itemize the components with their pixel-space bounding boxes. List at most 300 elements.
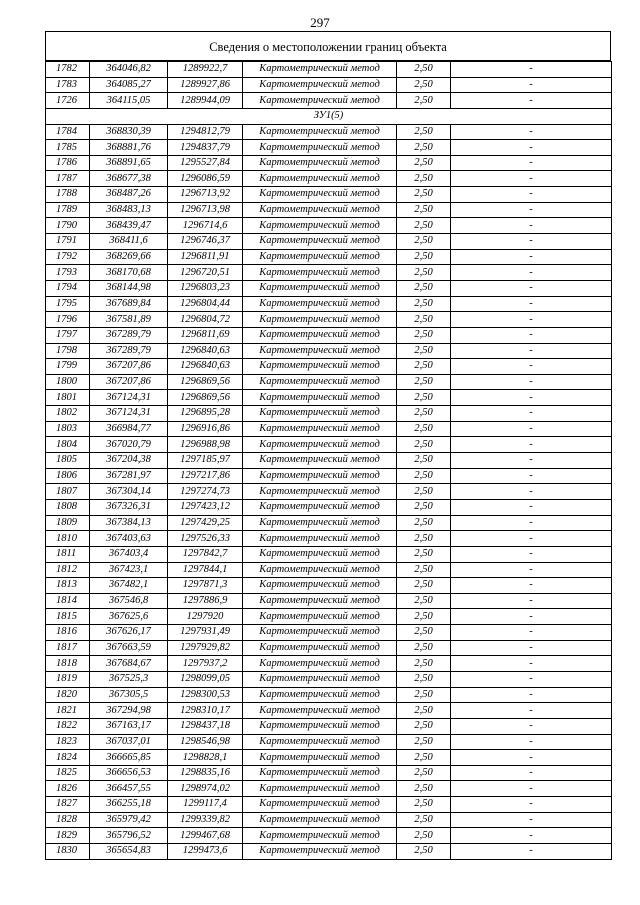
x-coordinate-cell: 367124,31 bbox=[90, 406, 168, 422]
point-number-cell: 1799 bbox=[46, 359, 90, 375]
y-coordinate-cell: 1297423,12 bbox=[168, 499, 243, 515]
method-cell: Картометрический метод bbox=[243, 218, 397, 234]
note-cell: - bbox=[451, 359, 612, 375]
point-number-cell: 1828 bbox=[46, 812, 90, 828]
accuracy-cell: 2,50 bbox=[397, 374, 451, 390]
y-coordinate-cell: 1297929,82 bbox=[168, 640, 243, 656]
accuracy-cell: 2,50 bbox=[397, 703, 451, 719]
point-number-cell: 1820 bbox=[46, 687, 90, 703]
point-number-cell: 1786 bbox=[46, 155, 90, 171]
y-coordinate-cell: 1298974,02 bbox=[168, 781, 243, 797]
y-coordinate-cell: 1296713,92 bbox=[168, 187, 243, 203]
note-cell: - bbox=[451, 77, 612, 93]
accuracy-cell: 2,50 bbox=[397, 77, 451, 93]
note-cell: - bbox=[451, 155, 612, 171]
method-cell: Картометрический метод bbox=[243, 468, 397, 484]
y-coordinate-cell: 1298546,98 bbox=[168, 734, 243, 750]
accuracy-cell: 2,50 bbox=[397, 515, 451, 531]
method-cell: Картометрический метод bbox=[243, 312, 397, 328]
point-number-cell: 1792 bbox=[46, 249, 90, 265]
accuracy-cell: 2,50 bbox=[397, 484, 451, 500]
note-cell: - bbox=[451, 484, 612, 500]
y-coordinate-cell: 1297185,97 bbox=[168, 453, 243, 469]
table-row bbox=[46, 703, 612, 719]
table-row bbox=[46, 828, 612, 844]
x-coordinate-cell: 367163,17 bbox=[90, 718, 168, 734]
method-cell: Картометрический метод bbox=[243, 844, 397, 860]
method-cell: Картометрический метод bbox=[243, 171, 397, 187]
y-coordinate-cell: 1297217,86 bbox=[168, 468, 243, 484]
y-coordinate-cell: 1296811,91 bbox=[168, 249, 243, 265]
page-number: 297 bbox=[310, 15, 330, 30]
method-cell: Картометрический метод bbox=[243, 750, 397, 766]
note-cell: - bbox=[451, 218, 612, 234]
y-coordinate-cell: 1298310,17 bbox=[168, 703, 243, 719]
y-coordinate-cell: 1296869,56 bbox=[168, 390, 243, 406]
x-coordinate-cell: 368483,13 bbox=[90, 202, 168, 218]
point-number-cell: 1785 bbox=[46, 140, 90, 156]
point-number-cell: 1787 bbox=[46, 171, 90, 187]
note-cell: - bbox=[451, 62, 612, 78]
method-cell: Картометрический метод bbox=[243, 124, 397, 140]
note-cell: - bbox=[451, 187, 612, 203]
x-coordinate-cell: 367281,97 bbox=[90, 468, 168, 484]
method-cell: Картометрический метод bbox=[243, 265, 397, 281]
table-row bbox=[46, 562, 612, 578]
point-number-cell: 1796 bbox=[46, 312, 90, 328]
accuracy-cell: 2,50 bbox=[397, 687, 451, 703]
y-coordinate-cell: 1296811,69 bbox=[168, 327, 243, 343]
table-row bbox=[46, 327, 612, 343]
x-coordinate-cell: 368144,98 bbox=[90, 280, 168, 296]
method-cell: Картометрический метод bbox=[243, 499, 397, 515]
accuracy-cell: 2,50 bbox=[397, 437, 451, 453]
accuracy-cell: 2,50 bbox=[397, 327, 451, 343]
x-coordinate-cell: 367304,14 bbox=[90, 484, 168, 500]
note-cell: - bbox=[451, 562, 612, 578]
method-cell: Картометрический метод bbox=[243, 62, 397, 78]
table-row bbox=[46, 421, 612, 437]
point-number-cell: 1814 bbox=[46, 593, 90, 609]
accuracy-cell: 2,50 bbox=[397, 593, 451, 609]
table-row bbox=[46, 812, 612, 828]
point-number-cell: 1800 bbox=[46, 374, 90, 390]
y-coordinate-cell: 1299117,4 bbox=[168, 797, 243, 813]
accuracy-cell: 2,50 bbox=[397, 202, 451, 218]
x-coordinate-cell: 364046,82 bbox=[90, 62, 168, 78]
method-cell: Картометрический метод bbox=[243, 234, 397, 250]
point-number-cell: 1822 bbox=[46, 718, 90, 734]
y-coordinate-cell: 1298300,53 bbox=[168, 687, 243, 703]
point-number-cell: 1806 bbox=[46, 468, 90, 484]
method-cell: Картометрический метод bbox=[243, 249, 397, 265]
accuracy-cell: 2,50 bbox=[397, 406, 451, 422]
table-row bbox=[46, 687, 612, 703]
point-number-cell: 1818 bbox=[46, 656, 90, 672]
x-coordinate-cell: 365796,52 bbox=[90, 828, 168, 844]
note-cell: - bbox=[451, 797, 612, 813]
table-row bbox=[46, 155, 612, 171]
method-cell: Картометрический метод bbox=[243, 155, 397, 171]
table-row bbox=[46, 625, 612, 641]
method-cell: Картометрический метод bbox=[243, 140, 397, 156]
accuracy-cell: 2,50 bbox=[397, 296, 451, 312]
x-coordinate-cell: 367289,79 bbox=[90, 343, 168, 359]
note-cell: - bbox=[451, 140, 612, 156]
note-cell: - bbox=[451, 374, 612, 390]
note-cell: - bbox=[451, 93, 612, 109]
method-cell: Картометрический метод bbox=[243, 296, 397, 312]
y-coordinate-cell: 1297844,1 bbox=[168, 562, 243, 578]
method-cell: Картометрический метод bbox=[243, 359, 397, 375]
table-row bbox=[46, 280, 612, 296]
y-coordinate-cell: 1296714,6 bbox=[168, 218, 243, 234]
note-cell: - bbox=[451, 828, 612, 844]
x-coordinate-cell: 366457,55 bbox=[90, 781, 168, 797]
y-coordinate-cell: 1296916,86 bbox=[168, 421, 243, 437]
x-coordinate-cell: 368891,65 bbox=[90, 155, 168, 171]
x-coordinate-cell: 367326,31 bbox=[90, 499, 168, 515]
method-cell: Картометрический метод bbox=[243, 828, 397, 844]
note-cell: - bbox=[451, 687, 612, 703]
note-cell: - bbox=[451, 499, 612, 515]
section-header-row bbox=[46, 108, 612, 124]
x-coordinate-cell: 367037,01 bbox=[90, 734, 168, 750]
x-coordinate-cell: 367204,38 bbox=[90, 453, 168, 469]
x-coordinate-cell: 366255,18 bbox=[90, 797, 168, 813]
table-row bbox=[46, 750, 612, 766]
method-cell: Картометрический метод bbox=[243, 593, 397, 609]
y-coordinate-cell: 1299339,82 bbox=[168, 812, 243, 828]
method-cell: Картометрический метод bbox=[243, 437, 397, 453]
table-row bbox=[46, 77, 612, 93]
x-coordinate-cell: 367020,79 bbox=[90, 437, 168, 453]
x-coordinate-cell: 367625,6 bbox=[90, 609, 168, 625]
y-coordinate-cell: 1296803,23 bbox=[168, 280, 243, 296]
point-number-cell: 1813 bbox=[46, 578, 90, 594]
accuracy-cell: 2,50 bbox=[397, 280, 451, 296]
y-coordinate-cell: 1298828,1 bbox=[168, 750, 243, 766]
accuracy-cell: 2,50 bbox=[397, 562, 451, 578]
y-coordinate-cell: 1296869,56 bbox=[168, 374, 243, 390]
x-coordinate-cell: 367423,1 bbox=[90, 562, 168, 578]
y-coordinate-cell: 1297274,73 bbox=[168, 484, 243, 500]
y-coordinate-cell: 1289927,86 bbox=[168, 77, 243, 93]
point-number-cell: 1821 bbox=[46, 703, 90, 719]
x-coordinate-cell: 367581,89 bbox=[90, 312, 168, 328]
note-cell: - bbox=[451, 437, 612, 453]
accuracy-cell: 2,50 bbox=[397, 421, 451, 437]
accuracy-cell: 2,50 bbox=[397, 265, 451, 281]
method-cell: Картометрический метод bbox=[243, 687, 397, 703]
point-number-cell: 1790 bbox=[46, 218, 90, 234]
table-row bbox=[46, 609, 612, 625]
x-coordinate-cell: 367403,63 bbox=[90, 531, 168, 547]
accuracy-cell: 2,50 bbox=[397, 750, 451, 766]
y-coordinate-cell: 1297871,3 bbox=[168, 578, 243, 594]
section-label: ЗУ1(5) bbox=[46, 108, 612, 124]
point-number-cell: 1793 bbox=[46, 265, 90, 281]
accuracy-cell: 2,50 bbox=[397, 249, 451, 265]
table-row bbox=[46, 312, 612, 328]
x-coordinate-cell: 367207,86 bbox=[90, 359, 168, 375]
y-coordinate-cell: 1299473,6 bbox=[168, 844, 243, 860]
y-coordinate-cell: 1297931,49 bbox=[168, 625, 243, 641]
point-number-cell: 1801 bbox=[46, 390, 90, 406]
table-row bbox=[46, 797, 612, 813]
x-coordinate-cell: 367305,5 bbox=[90, 687, 168, 703]
note-cell: - bbox=[451, 671, 612, 687]
point-number-cell: 1824 bbox=[46, 750, 90, 766]
y-coordinate-cell: 1297937,2 bbox=[168, 656, 243, 672]
point-number-cell: 1797 bbox=[46, 327, 90, 343]
x-coordinate-cell: 368439,47 bbox=[90, 218, 168, 234]
point-number-cell: 1823 bbox=[46, 734, 90, 750]
note-cell: - bbox=[451, 765, 612, 781]
table-row bbox=[46, 187, 612, 203]
accuracy-cell: 2,50 bbox=[397, 797, 451, 813]
x-coordinate-cell: 367289,79 bbox=[90, 327, 168, 343]
table-row bbox=[46, 406, 612, 422]
method-cell: Картометрический метод bbox=[243, 202, 397, 218]
method-cell: Картометрический метод bbox=[243, 781, 397, 797]
accuracy-cell: 2,50 bbox=[397, 625, 451, 641]
table-row bbox=[46, 718, 612, 734]
x-coordinate-cell: 367689,84 bbox=[90, 296, 168, 312]
accuracy-cell: 2,50 bbox=[397, 62, 451, 78]
method-cell: Картометрический метод bbox=[243, 93, 397, 109]
y-coordinate-cell: 1289944,09 bbox=[168, 93, 243, 109]
note-cell: - bbox=[451, 296, 612, 312]
note-cell: - bbox=[451, 703, 612, 719]
table-row bbox=[46, 499, 612, 515]
y-coordinate-cell: 1296713,98 bbox=[168, 202, 243, 218]
accuracy-cell: 2,50 bbox=[397, 124, 451, 140]
note-cell: - bbox=[451, 421, 612, 437]
accuracy-cell: 2,50 bbox=[397, 312, 451, 328]
note-cell: - bbox=[451, 406, 612, 422]
accuracy-cell: 2,50 bbox=[397, 93, 451, 109]
table-row bbox=[46, 844, 612, 860]
x-coordinate-cell: 365979,42 bbox=[90, 812, 168, 828]
method-cell: Картометрический метод bbox=[243, 484, 397, 500]
method-cell: Картометрический метод bbox=[243, 812, 397, 828]
y-coordinate-cell: 1296988,98 bbox=[168, 437, 243, 453]
accuracy-cell: 2,50 bbox=[397, 609, 451, 625]
table-row bbox=[46, 343, 612, 359]
accuracy-cell: 2,50 bbox=[397, 844, 451, 860]
point-number-cell: 1788 bbox=[46, 187, 90, 203]
note-cell: - bbox=[451, 453, 612, 469]
method-cell: Картометрический метод bbox=[243, 703, 397, 719]
x-coordinate-cell: 368830,39 bbox=[90, 124, 168, 140]
point-number-cell: 1804 bbox=[46, 437, 90, 453]
y-coordinate-cell: 1296804,72 bbox=[168, 312, 243, 328]
note-cell: - bbox=[451, 781, 612, 797]
point-number-cell: 1805 bbox=[46, 453, 90, 469]
accuracy-cell: 2,50 bbox=[397, 343, 451, 359]
note-cell: - bbox=[451, 578, 612, 594]
point-number-cell: 1817 bbox=[46, 640, 90, 656]
table-row bbox=[46, 124, 612, 140]
method-cell: Картометрический метод bbox=[243, 327, 397, 343]
coordinates-table bbox=[45, 61, 612, 860]
point-number-cell: 1783 bbox=[46, 77, 90, 93]
note-cell: - bbox=[451, 718, 612, 734]
point-number-cell: 1826 bbox=[46, 781, 90, 797]
point-number-cell: 1726 bbox=[46, 93, 90, 109]
point-number-cell: 1789 bbox=[46, 202, 90, 218]
accuracy-cell: 2,50 bbox=[397, 828, 451, 844]
note-cell: - bbox=[451, 546, 612, 562]
accuracy-cell: 2,50 bbox=[397, 578, 451, 594]
x-coordinate-cell: 367207,86 bbox=[90, 374, 168, 390]
point-number-cell: 1810 bbox=[46, 531, 90, 547]
note-cell: - bbox=[451, 750, 612, 766]
method-cell: Картометрический метод bbox=[243, 77, 397, 93]
table-row bbox=[46, 656, 612, 672]
y-coordinate-cell: 1298835,16 bbox=[168, 765, 243, 781]
y-coordinate-cell: 1297429,25 bbox=[168, 515, 243, 531]
point-number-cell: 1809 bbox=[46, 515, 90, 531]
point-number-cell: 1812 bbox=[46, 562, 90, 578]
point-number-cell: 1825 bbox=[46, 765, 90, 781]
method-cell: Картометрический метод bbox=[243, 374, 397, 390]
accuracy-cell: 2,50 bbox=[397, 218, 451, 234]
y-coordinate-cell: 1295527,84 bbox=[168, 155, 243, 171]
note-cell: - bbox=[451, 844, 612, 860]
x-coordinate-cell: 367525,3 bbox=[90, 671, 168, 687]
point-number-cell: 1784 bbox=[46, 124, 90, 140]
y-coordinate-cell: 1297526,33 bbox=[168, 531, 243, 547]
point-number-cell: 1819 bbox=[46, 671, 90, 687]
x-coordinate-cell: 368487,26 bbox=[90, 187, 168, 203]
note-cell: - bbox=[451, 609, 612, 625]
accuracy-cell: 2,50 bbox=[397, 546, 451, 562]
x-coordinate-cell: 366665,85 bbox=[90, 750, 168, 766]
point-number-cell: 1816 bbox=[46, 625, 90, 641]
table-row bbox=[46, 468, 612, 484]
note-cell: - bbox=[451, 468, 612, 484]
point-number-cell: 1807 bbox=[46, 484, 90, 500]
x-coordinate-cell: 364115,05 bbox=[90, 93, 168, 109]
note-cell: - bbox=[451, 625, 612, 641]
table-row bbox=[46, 531, 612, 547]
x-coordinate-cell: 367384,13 bbox=[90, 515, 168, 531]
method-cell: Картометрический метод bbox=[243, 280, 397, 296]
x-coordinate-cell: 366656,53 bbox=[90, 765, 168, 781]
note-cell: - bbox=[451, 390, 612, 406]
accuracy-cell: 2,50 bbox=[397, 765, 451, 781]
point-number-cell: 1808 bbox=[46, 499, 90, 515]
point-number-cell: 1795 bbox=[46, 296, 90, 312]
note-cell: - bbox=[451, 249, 612, 265]
accuracy-cell: 2,50 bbox=[397, 499, 451, 515]
point-number-cell: 1815 bbox=[46, 609, 90, 625]
table-row bbox=[46, 484, 612, 500]
x-coordinate-cell: 367546,8 bbox=[90, 593, 168, 609]
accuracy-cell: 2,50 bbox=[397, 468, 451, 484]
table-row bbox=[46, 374, 612, 390]
accuracy-cell: 2,50 bbox=[397, 734, 451, 750]
table-row bbox=[46, 578, 612, 594]
note-cell: - bbox=[451, 280, 612, 296]
y-coordinate-cell: 1296840,63 bbox=[168, 359, 243, 375]
accuracy-cell: 2,50 bbox=[397, 234, 451, 250]
accuracy-cell: 2,50 bbox=[397, 453, 451, 469]
y-coordinate-cell: 1296746,37 bbox=[168, 234, 243, 250]
note-cell: - bbox=[451, 812, 612, 828]
point-number-cell: 1791 bbox=[46, 234, 90, 250]
note-cell: - bbox=[451, 515, 612, 531]
note-cell: - bbox=[451, 171, 612, 187]
table-row bbox=[46, 218, 612, 234]
point-number-cell: 1829 bbox=[46, 828, 90, 844]
point-number-cell: 1782 bbox=[46, 62, 90, 78]
method-cell: Картометрический метод bbox=[243, 656, 397, 672]
table-row bbox=[46, 62, 612, 78]
note-cell: - bbox=[451, 312, 612, 328]
table-row bbox=[46, 202, 612, 218]
accuracy-cell: 2,50 bbox=[397, 781, 451, 797]
x-coordinate-cell: 365654,83 bbox=[90, 844, 168, 860]
note-cell: - bbox=[451, 234, 612, 250]
y-coordinate-cell: 1294837,79 bbox=[168, 140, 243, 156]
note-cell: - bbox=[451, 343, 612, 359]
table-row bbox=[46, 359, 612, 375]
note-cell: - bbox=[451, 531, 612, 547]
accuracy-cell: 2,50 bbox=[397, 718, 451, 734]
table-row bbox=[46, 171, 612, 187]
method-cell: Картометрический метод bbox=[243, 187, 397, 203]
accuracy-cell: 2,50 bbox=[397, 359, 451, 375]
note-cell: - bbox=[451, 734, 612, 750]
y-coordinate-cell: 1294812,79 bbox=[168, 124, 243, 140]
method-cell: Картометрический метод bbox=[243, 390, 397, 406]
table-row bbox=[46, 781, 612, 797]
table-title: Сведения о местоположении границ объекта bbox=[45, 31, 611, 61]
x-coordinate-cell: 368170,68 bbox=[90, 265, 168, 281]
table-row bbox=[46, 765, 612, 781]
x-coordinate-cell: 364085,27 bbox=[90, 77, 168, 93]
note-cell: - bbox=[451, 640, 612, 656]
method-cell: Картометрический метод bbox=[243, 609, 397, 625]
method-cell: Картометрический метод bbox=[243, 406, 397, 422]
method-cell: Картометрический метод bbox=[243, 515, 397, 531]
point-number-cell: 1802 bbox=[46, 406, 90, 422]
accuracy-cell: 2,50 bbox=[397, 531, 451, 547]
point-number-cell: 1794 bbox=[46, 280, 90, 296]
y-coordinate-cell: 1296720,51 bbox=[168, 265, 243, 281]
accuracy-cell: 2,50 bbox=[397, 140, 451, 156]
x-coordinate-cell: 368269,66 bbox=[90, 249, 168, 265]
point-number-cell: 1830 bbox=[46, 844, 90, 860]
method-cell: Картометрический метод bbox=[243, 578, 397, 594]
y-coordinate-cell: 1296895,28 bbox=[168, 406, 243, 422]
x-coordinate-cell: 367403,4 bbox=[90, 546, 168, 562]
accuracy-cell: 2,50 bbox=[397, 390, 451, 406]
note-cell: - bbox=[451, 124, 612, 140]
y-coordinate-cell: 1296804,44 bbox=[168, 296, 243, 312]
point-number-cell: 1803 bbox=[46, 421, 90, 437]
x-coordinate-cell: 368411,6 bbox=[90, 234, 168, 250]
method-cell: Картометрический метод bbox=[243, 453, 397, 469]
accuracy-cell: 2,50 bbox=[397, 671, 451, 687]
x-coordinate-cell: 368881,76 bbox=[90, 140, 168, 156]
method-cell: Картометрический метод bbox=[243, 531, 397, 547]
accuracy-cell: 2,50 bbox=[397, 640, 451, 656]
y-coordinate-cell: 1289922,7 bbox=[168, 62, 243, 78]
